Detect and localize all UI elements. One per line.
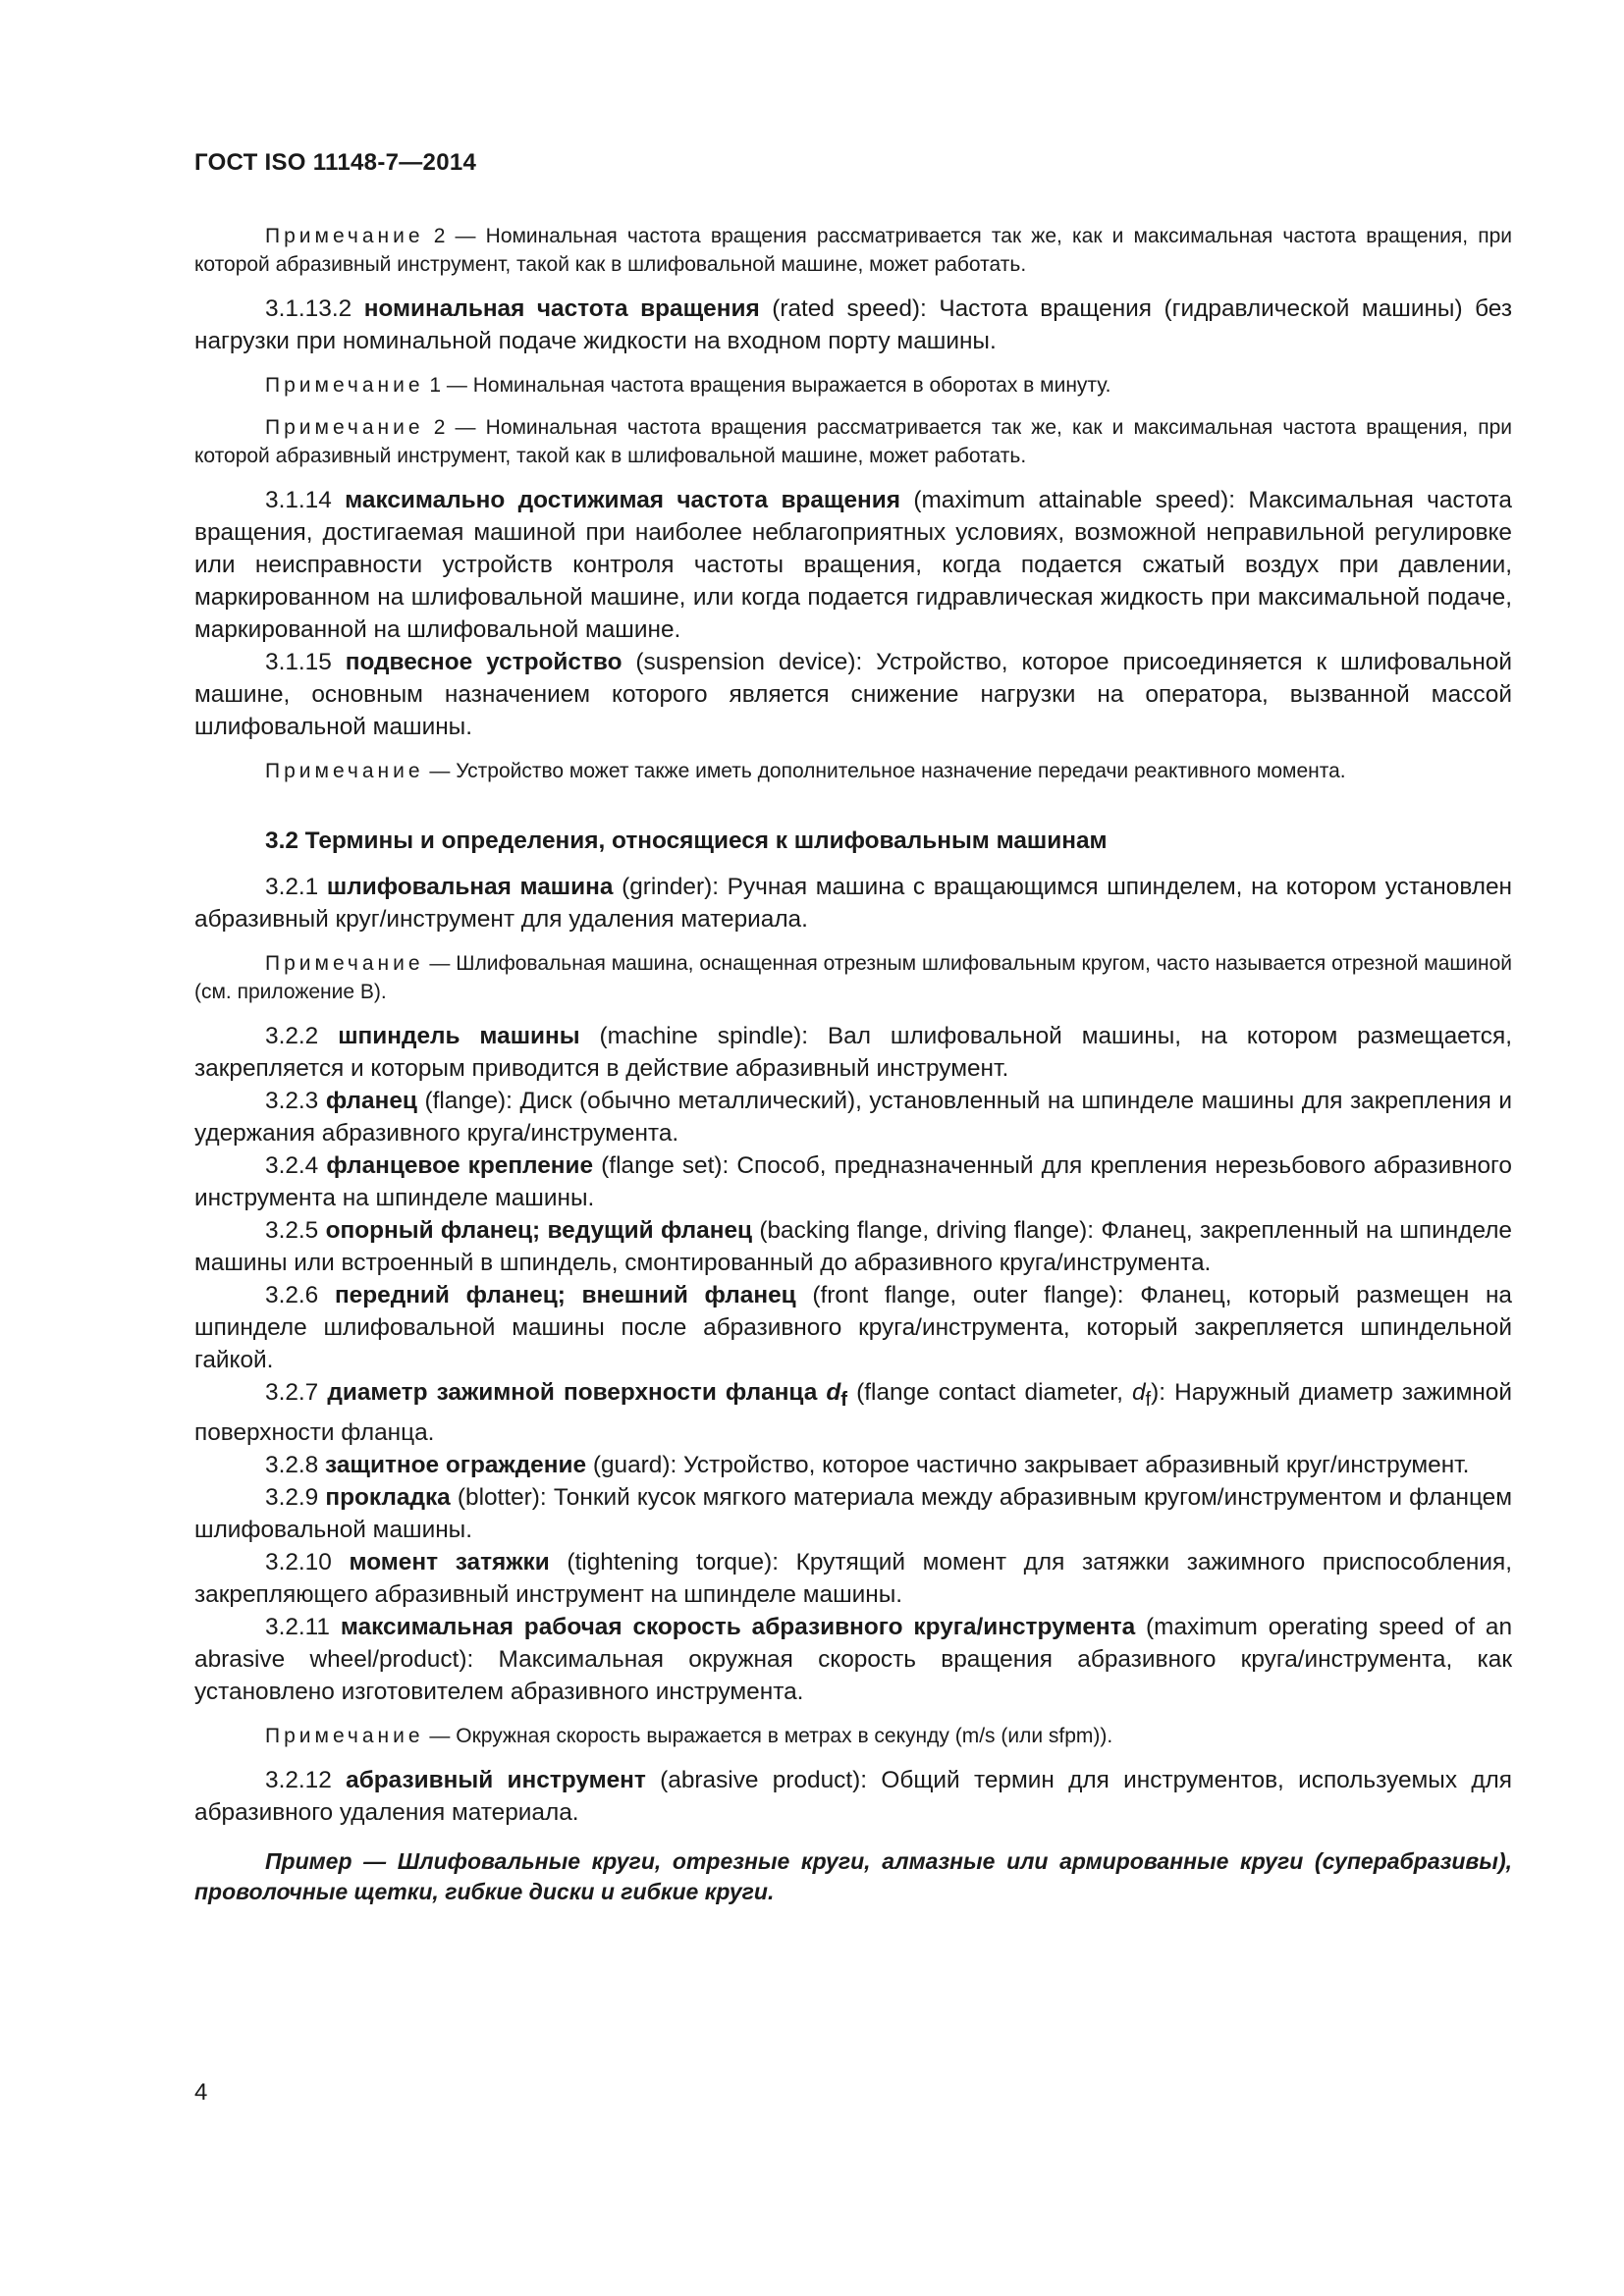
term-number: 3.2.9 <box>265 1483 326 1511</box>
term-number: 3.2.8 <box>265 1451 326 1478</box>
term-text: (tightening torque): Крутящий момент для затяжки зажимного приспособления, закрепляющего абразивный инструмент на шпинделе машины. <box>194 1548 1513 1608</box>
term-name: номинальная частота вращения <box>363 295 760 322</box>
term-number: 3.1.14 <box>265 487 346 513</box>
term-symbol-subscript: f <box>840 1388 848 1411</box>
term-text: (abrasive product): Общий термин для инструментов, используемых для абразивного удаления материала. <box>194 1766 1512 1826</box>
note-label: Примечание <box>265 1724 424 1747</box>
term-name: фланцевое крепление <box>326 1152 594 1179</box>
note-text: — Окружная скорость выражается в метрах в секунду (m/s (или sfpm)). <box>423 1724 1113 1747</box>
term-name: подвесное устройство <box>345 649 623 675</box>
note-label: Примечание <box>265 952 424 975</box>
term-text: (grinder): Ручная машина с вращающимся шпинделем, на котором установлен абразивный круг/инструмент для удаления материала. <box>194 874 1512 933</box>
term-number: 3.2.1 <box>265 874 327 900</box>
term-text: (suspension device): Устройство, которое присоединяется к шлифовальной машине, основным назначением которого является снижение нагрузки на оператора, вызванной массой шлифовальной машины. <box>194 649 1512 740</box>
page-number: 4 <box>194 2079 208 2106</box>
term-definition <box>194 1214 1512 1279</box>
term-text: (blotter): Тонкий кусок мягкого материала между абразивным кругом/инструментом и фланцем шлифовальной машины. <box>194 1483 1512 1543</box>
term-definition <box>194 1149 1512 1214</box>
term-number: 3.2.5 <box>265 1217 326 1244</box>
note-text: — Устройство может также иметь дополнительное назначение передачи реактивного момента. <box>423 760 1346 782</box>
document-body <box>194 222 1512 1907</box>
document-header: ГОСТ ISO 11148-7—2014 <box>194 149 477 176</box>
note-label: Примечание <box>265 760 424 782</box>
term-definition <box>194 1449 1512 1481</box>
term-text: (backing flange, driving flange): Фланец, закрепленный на шпинделе машины или встроенный в шпиндель, смонтированный до абразивного круга/инструмента. <box>194 1217 1512 1276</box>
term-definition <box>194 871 1512 935</box>
term-definition <box>194 1085 1512 1149</box>
term-name: шлифовальная машина <box>326 874 614 900</box>
term-name: передний фланец; внешний фланец <box>334 1282 796 1308</box>
term-definition <box>194 1764 1512 1829</box>
note-label: Примечание <box>265 225 424 247</box>
note <box>194 949 1512 1006</box>
term-definition <box>194 1020 1512 1085</box>
term-name: защитное ограждение <box>325 1451 587 1478</box>
term-name: максимально достижимая частота вращения <box>345 487 900 513</box>
term-number: 3.2.12 <box>265 1766 347 1793</box>
term-text: (rated speed): Частота вращения (гидравлической машины) без нагрузки при номинальной подаче жидкости на входном порту машины. <box>194 295 1512 354</box>
note <box>194 413 1512 470</box>
term-number: 3.1.13.2 <box>265 295 364 322</box>
term-name: шпиндель машины <box>338 1023 580 1049</box>
note <box>194 757 1512 785</box>
term-number: 3.2.2 <box>265 1023 339 1049</box>
note-label: Примечание <box>265 374 424 397</box>
term-definition <box>194 1546 1512 1611</box>
note-text: 2 — Номинальная частота вращения рассматривается так же, как и максимальная частота вращения, при которой абразивный инструмент, такой как в шлифовальной машине, может работать. <box>194 416 1512 467</box>
term-number: 3.2.11 <box>265 1613 341 1640</box>
note-text: 1 — Номинальная частота вращения выражается в оборотах в минуту. <box>423 374 1111 397</box>
note <box>194 1722 1512 1750</box>
term-number: 3.2.6 <box>265 1282 335 1308</box>
term-definition <box>194 1481 1512 1546</box>
term-symbol-subscript: f <box>1145 1388 1152 1411</box>
term-name: момент затяжки <box>349 1548 550 1575</box>
term-text: (maximum attainable speed): Максимальная частота вращения, достигаемая машиной при наиболее неблагоприятных условиях, возможной неправильной регулировке или неисправности устройств контроля частоты вращения, когда подается сжатый воздух при давлении, маркированном на шлифовальной машине, или когда подается гидравлическая жидкость при максимальной подаче, маркированной на шлифовальной машине. <box>194 487 1512 643</box>
term-text: (machine spindle): Вал шлифовальной машины, на котором размещается, закрепляется и которым приводится в действие абразивный инструмент. <box>194 1023 1512 1082</box>
note-text: 2 — Номинальная частота вращения рассматривается так же, как и максимальная частота вращения, при которой абразивный инструмент, такой как в шлифовальной машине, может работать. <box>194 225 1512 276</box>
term-text: (front flange, outer flange): Фланец, который размещен на шпинделе шлифовальной машины после абразивного круга/инструмента, который закрепляется шпиндельной гайкой. <box>194 1282 1512 1373</box>
example-text: Пример — Шлифовальные круги, отрезные круги, алмазные или армированные круги (суперабразивы), проволочные щетки, гибкие диски и гибкие круги. <box>194 1847 1512 1904</box>
term-definition <box>194 646 1512 743</box>
term-number: 3.2.7 <box>265 1379 328 1406</box>
term-name: абразивный инструмент <box>346 1766 646 1793</box>
term-symbol: d <box>1131 1379 1146 1406</box>
term-symbol: d <box>826 1379 841 1406</box>
term-name: диаметр зажимной поверхности фланца <box>327 1379 827 1406</box>
term-text: (flange contact diameter, <box>847 1379 1132 1406</box>
term-text: (flange): Диск (обычно металлический), установленный на шпинделе машины для закрепления и удержания абразивного круга/инструмента. <box>194 1088 1512 1147</box>
term-definition <box>194 1376 1512 1449</box>
term-number: 3.1.15 <box>265 649 346 675</box>
term-name: фланец <box>325 1088 417 1114</box>
term-name: прокладка <box>325 1483 451 1511</box>
term-definition <box>194 1279 1512 1376</box>
term-text: (flange set): Способ, предназначенный для крепления нерезьбового абразивного инструмента на шпинделе машины. <box>194 1152 1512 1211</box>
term-number: 3.2.10 <box>265 1548 350 1575</box>
term-text: (guard): Устройство, которое частично закрывает абразивный круг/инструмент. <box>586 1451 1470 1478</box>
term-definition <box>194 293 1512 357</box>
term-definition <box>194 484 1512 646</box>
term-name: максимальная рабочая скорость абразивного круга/инструмента <box>340 1613 1136 1640</box>
note-label: Примечание <box>265 416 424 439</box>
term-text: ): Наружный диаметр зажимной поверхности фланца. <box>194 1379 1512 1446</box>
note <box>194 222 1512 279</box>
section-heading: 3.2 Термины и определения, относящиеся к шлифовальным машинам <box>265 828 1108 854</box>
note <box>194 371 1512 400</box>
term-text: (maximum operating speed of an abrasive wheel/product): Максимальная окружная скорость вращения абразивного круга/инструмента, как установлено изготовителем абразивного инструмента. <box>194 1613 1513 1705</box>
term-name: опорный фланец; ведущий фланец <box>325 1217 753 1244</box>
term-definition <box>194 1611 1512 1708</box>
term-number: 3.2.4 <box>265 1152 327 1179</box>
note-text: — Шлифовальная машина, оснащенная отрезным шлифовальным кругом, часто называется отрезной машиной (см. приложение В). <box>194 952 1512 1003</box>
term-number: 3.2.3 <box>265 1088 326 1114</box>
